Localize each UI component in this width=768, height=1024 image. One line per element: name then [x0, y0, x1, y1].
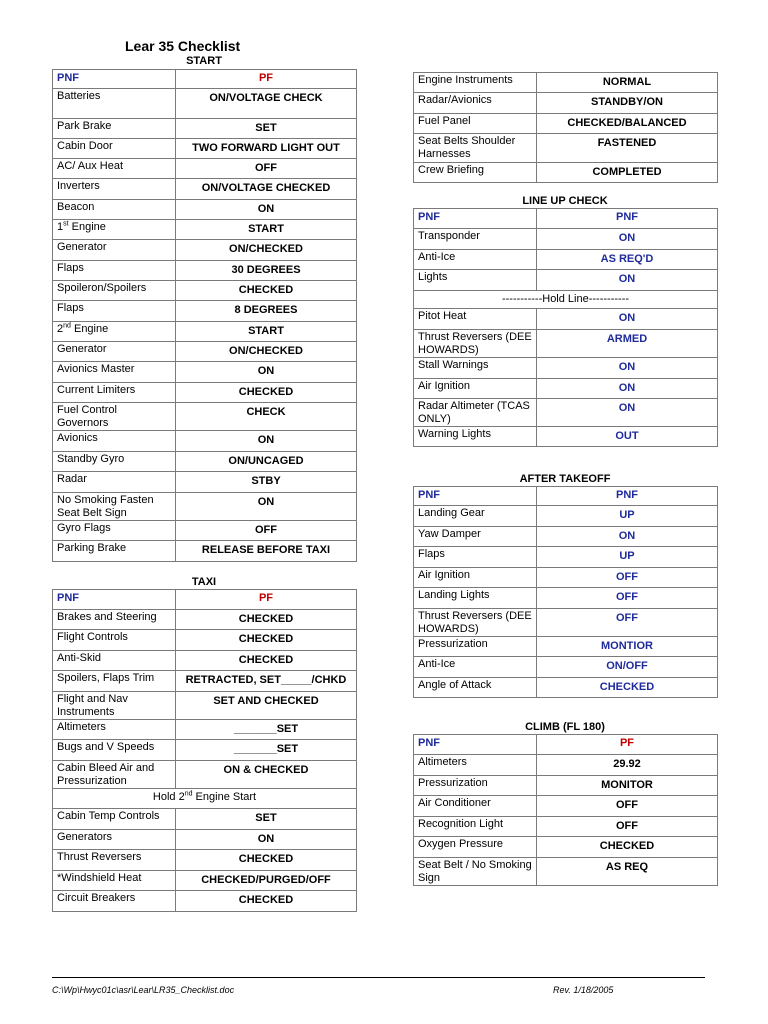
lineup-col-pnf: PNF — [414, 209, 537, 229]
climb-table — [413, 734, 718, 886]
start-item: No Smoking Fasten Seat Belt Sign — [53, 493, 176, 521]
start-item-num: 2 — [57, 323, 64, 335]
start-item: Park Brake — [53, 119, 176, 139]
after-takeoff-item: Angle of Attack — [414, 678, 537, 698]
after-takeoff-value: OFF — [537, 568, 718, 588]
taxi-value: CHECKED — [176, 891, 357, 912]
taxi-value: _______SET — [176, 740, 357, 761]
taxi-item: Cabin Bleed Air and Pressurization — [53, 761, 176, 789]
start-item: Flaps — [53, 301, 176, 322]
taxi-item: Brakes and Steering — [53, 610, 176, 630]
before-takeoff-item: Seat Belts Shoulder Harnesses — [414, 134, 537, 163]
lineup-item: Stall Warnings — [414, 358, 537, 379]
taxi-item: Bugs and V Speeds — [53, 740, 176, 761]
start-value: CHECKED — [176, 383, 357, 403]
taxi-value: SET AND CHECKED — [176, 692, 357, 720]
taxi-item: Altimeters — [53, 720, 176, 740]
start-item-rest: Engine — [70, 323, 109, 335]
start-value: ON/UNCAGED — [176, 452, 357, 472]
lineup-value: ON — [537, 379, 718, 399]
lineup-heading: LINE UP CHECK — [522, 195, 608, 207]
start-value: OFF — [176, 159, 357, 179]
taxi-heading: TAXI — [191, 576, 217, 588]
before-takeoff-item: Radar/Avionics — [414, 93, 537, 114]
start-heading: START — [186, 55, 222, 67]
taxi-value: CHECKED — [176, 850, 357, 871]
lineup-item: Transponder — [414, 229, 537, 250]
lineup-value: ON — [537, 270, 718, 291]
start-item: Current Limiters — [53, 383, 176, 403]
start-value: START — [176, 220, 357, 240]
footer-revision: Rev. 1/18/2005 — [553, 985, 614, 995]
after-takeoff-value: ON — [537, 527, 718, 547]
start-value: ON/CHECKED — [176, 240, 357, 261]
taxi-item: Thrust Reversers — [53, 850, 176, 871]
lineup-item: Radar Altimeter (TCAS ONLY) — [414, 399, 537, 427]
start-table — [52, 69, 357, 562]
after-takeoff-value: UP — [537, 547, 718, 568]
start-value: CHECK — [176, 403, 357, 431]
start-value: ON — [176, 362, 357, 383]
start-item: Generator — [53, 240, 176, 261]
before-takeoff-value: COMPLETED — [537, 163, 718, 183]
lineup-hold-line: -----------Hold Line----------- — [414, 291, 718, 309]
start-item: Avionics — [53, 431, 176, 452]
climb-value: MONITOR — [537, 776, 718, 796]
before-takeoff-table — [413, 72, 718, 183]
climb-col-pf: PF — [537, 735, 718, 755]
lineup-item: Thrust Reversers (DEE HOWARDS) — [414, 330, 537, 358]
taxi-value: SET — [176, 809, 357, 830]
lineup-value: ON — [537, 229, 718, 250]
start-item — [53, 220, 176, 240]
start-value: 30 DEGREES — [176, 261, 357, 281]
start-item: Radar — [53, 472, 176, 493]
taxi-item: Flight Controls — [53, 630, 176, 651]
after-takeoff-value: ON/OFF — [537, 657, 718, 678]
before-takeoff-value: FASTENED — [537, 134, 718, 163]
start-item: Inverters — [53, 179, 176, 200]
start-item — [53, 322, 176, 342]
before-takeoff-value: CHECKED/BALANCED — [537, 114, 718, 134]
taxi-col-pnf: PNF — [53, 590, 176, 610]
start-item: Standby Gyro — [53, 452, 176, 472]
after-takeoff-item: Landing Gear — [414, 506, 537, 527]
after-takeoff-item: Thrust Reversers (DEE HOWARDS) — [414, 609, 537, 637]
start-item: Flaps — [53, 261, 176, 281]
start-value: START — [176, 322, 357, 342]
start-item: Batteries — [53, 89, 176, 119]
after-takeoff-item: Pressurization — [414, 637, 537, 657]
taxi-item: Flight and Nav Instruments — [53, 692, 176, 720]
taxi-value: CHECKED — [176, 630, 357, 651]
start-item: Beacon — [53, 200, 176, 220]
taxi-hold-a: Hold 2 — [152, 791, 185, 803]
start-item: Gyro Flags — [53, 521, 176, 541]
start-item-ord: st — [63, 220, 69, 228]
climb-col-pnf: PNF — [414, 735, 537, 755]
climb-item: Seat Belt / No Smoking Sign — [414, 858, 537, 886]
taxi-value: CHECKED/PURGED/OFF — [176, 871, 357, 891]
lineup-value: ARMED — [537, 330, 718, 358]
taxi-value: _______SET — [176, 720, 357, 740]
climb-value: AS REQ — [537, 858, 718, 886]
climb-item: Pressurization — [414, 776, 537, 796]
taxi-value: CHECKED — [176, 610, 357, 630]
taxi-table — [52, 589, 357, 912]
start-col-pnf: PNF — [53, 70, 176, 89]
start-item: Parking Brake — [53, 541, 176, 562]
after-takeoff-item: Flaps — [414, 547, 537, 568]
before-takeoff-item: Fuel Panel — [414, 114, 537, 134]
start-value: ON/CHECKED — [176, 342, 357, 362]
climb-value: 29.92 — [537, 755, 718, 776]
after-takeoff-value: OFF — [537, 588, 718, 609]
start-value: 8 DEGREES — [176, 301, 357, 322]
start-value: OFF — [176, 521, 357, 541]
before-takeoff-item: Crew Briefing — [414, 163, 537, 183]
after-takeoff-col-pnf2: PNF — [537, 487, 718, 506]
start-item-num: 1 — [57, 221, 64, 233]
climb-value: OFF — [537, 817, 718, 837]
taxi-item: Spoilers, Flaps Trim — [53, 671, 176, 692]
taxi-item: *Windshield Heat — [53, 871, 176, 891]
taxi-col-pf: PF — [176, 590, 357, 610]
start-value: TWO FORWARD LIGHT OUT — [176, 139, 357, 159]
footer-rule — [52, 977, 705, 978]
after-takeoff-item: Anti-Ice — [414, 657, 537, 678]
start-value: ON/VOLTAGE CHECKED — [176, 179, 357, 200]
after-takeoff-item: Landing Lights — [414, 588, 537, 609]
taxi-value: ON & CHECKED — [176, 761, 357, 789]
after-takeoff-value: OFF — [537, 609, 718, 637]
after-takeoff-value: MONTIOR — [537, 637, 718, 657]
lineup-item: Anti-Ice — [414, 250, 537, 270]
taxi-item: Anti-Skid — [53, 651, 176, 671]
start-item: Avionics Master — [53, 362, 176, 383]
lineup-value: ON — [537, 358, 718, 379]
start-item-rest: Engine — [68, 221, 106, 233]
taxi-value: ON — [176, 830, 357, 850]
after-takeoff-col-pnf: PNF — [414, 487, 537, 506]
after-takeoff-table — [413, 486, 718, 698]
start-item-ord: nd — [63, 322, 71, 330]
lineup-item: Pitot Heat — [414, 309, 537, 330]
start-value: ON — [176, 493, 357, 521]
after-takeoff-value: UP — [537, 506, 718, 527]
start-value: SET — [176, 119, 357, 139]
start-item: Fuel Control Governors — [53, 403, 176, 431]
after-takeoff-value: CHECKED — [537, 678, 718, 698]
start-value: ON — [176, 200, 357, 220]
lineup-col-pnf2: PNF — [537, 209, 718, 229]
taxi-item: Circuit Breakers — [53, 891, 176, 912]
taxi-hold-b: Engine Start — [192, 791, 257, 803]
lineup-item: Air Ignition — [414, 379, 537, 399]
taxi-value: CHECKED — [176, 651, 357, 671]
lineup-value: ON — [537, 399, 718, 427]
climb-value: OFF — [537, 796, 718, 817]
after-takeoff-item: Air Ignition — [414, 568, 537, 588]
start-item: AC/ Aux Heat — [53, 159, 176, 179]
start-item: Cabin Door — [53, 139, 176, 159]
lineup-item: Warning Lights — [414, 427, 537, 447]
taxi-value: RETRACTED, SET_____/CHKD — [176, 671, 357, 692]
before-takeoff-value: STANDBY/ON — [537, 93, 718, 114]
climb-item: Recognition Light — [414, 817, 537, 837]
start-value: STBY — [176, 472, 357, 493]
climb-value: CHECKED — [537, 837, 718, 858]
start-col-pf: PF — [176, 70, 357, 89]
climb-item: Oxygen Pressure — [414, 837, 537, 858]
lineup-item: Lights — [414, 270, 537, 291]
start-value: RELEASE BEFORE TAXI — [176, 541, 357, 562]
after-takeoff-heading: AFTER TAKEOFF — [519, 473, 611, 485]
page-title: Lear 35 Checklist — [125, 38, 241, 54]
before-takeoff-item: Engine Instruments — [414, 73, 537, 93]
taxi-item: Generators — [53, 830, 176, 850]
taxi-hold-ord: nd — [184, 790, 193, 798]
climb-item: Air Conditioner — [414, 796, 537, 817]
start-value: CHECKED — [176, 281, 357, 301]
lineup-table — [413, 208, 718, 447]
start-value: ON — [176, 431, 357, 452]
after-takeoff-item: Yaw Damper — [414, 527, 537, 547]
start-value: ON/VOLTAGE CHECK — [176, 89, 357, 119]
lineup-value: AS REQ'D — [537, 250, 718, 270]
before-takeoff-value: NORMAL — [537, 73, 718, 93]
taxi-hold-row — [53, 789, 357, 809]
start-item: Generator — [53, 342, 176, 362]
start-item: Spoileron/Spoilers — [53, 281, 176, 301]
footer-file-path: C:\Wp\Hwyc01c\asr\Lear\LR35_Checklist.doc — [52, 985, 235, 995]
climb-item: Altimeters — [414, 755, 537, 776]
lineup-value: OUT — [537, 427, 718, 447]
climb-heading: CLIMB (FL 180) — [525, 721, 605, 733]
lineup-value: ON — [537, 309, 718, 330]
taxi-item: Cabin Temp Controls — [53, 809, 176, 830]
